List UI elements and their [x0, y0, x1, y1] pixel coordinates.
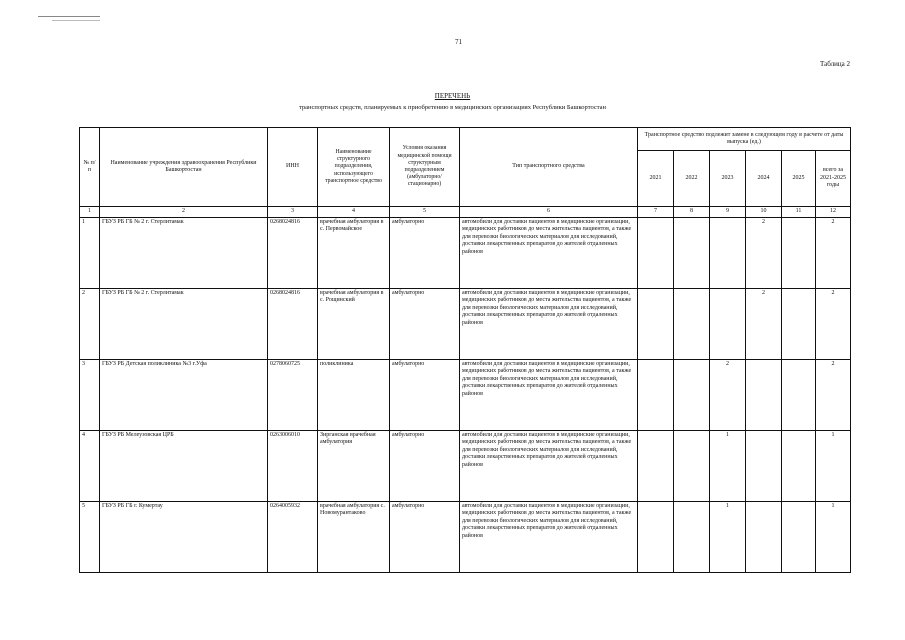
row-2025 — [782, 288, 816, 359]
row-institution: ГБУЗ РБ ГБ № 2 г. Стерлитамак — [100, 288, 268, 359]
row-unit: Зирганская врачебная амбулатория — [318, 430, 390, 501]
col-number: 1 — [80, 207, 100, 218]
row-2023: 1 — [710, 501, 746, 572]
row-2023 — [710, 288, 746, 359]
header-vehicle-type: Тип транспортного средства — [460, 128, 638, 207]
row-2023: 2 — [710, 359, 746, 430]
col-number: 12 — [816, 207, 851, 218]
document-subtitle: транспортных средств, планируемых к приобретению в медицинских организациях Республики Башкортостан — [298, 104, 607, 111]
row-num: 2 — [80, 288, 100, 359]
row-2022 — [674, 217, 710, 288]
row-conditions: амбулаторно — [390, 430, 460, 501]
vehicles-table — [79, 127, 851, 573]
table-row — [80, 288, 851, 359]
scan-mark-top-left — [38, 16, 100, 17]
table-row — [80, 501, 851, 572]
header-unit: Наименование структурного подразделения, использующего транспортное средство — [318, 128, 390, 207]
row-2022 — [674, 501, 710, 572]
row-inn: 0268024816 — [268, 288, 318, 359]
row-total: 2 — [816, 288, 851, 359]
row-num: 5 — [80, 501, 100, 572]
row-total: 2 — [816, 359, 851, 430]
row-2022 — [674, 359, 710, 430]
col-number: 10 — [746, 207, 782, 218]
table-row — [80, 217, 851, 288]
row-institution: ГБУЗ РБ Детская поликлиника №3 г.Уфа — [100, 359, 268, 430]
row-inn: 0268024816 — [268, 217, 318, 288]
header-replacement-group: Транспортное средство подлежит замене в следующем году в расчете от даты выпуска (ед.) — [638, 128, 851, 151]
row-institution: ГБУЗ РБ Мелеузовская ЦРБ — [100, 430, 268, 501]
row-vehicle-type: автомобили для доставки пациентов в медицинские организации, медицинских работников до места жительства пациентов, а также для перевозки биологических материалов для исследований, доставки лекарственных препаратов до жителей отдаленных районов — [460, 217, 638, 288]
row-num: 3 — [80, 359, 100, 430]
header-num: № п/п — [80, 128, 100, 207]
col-number: 4 — [318, 207, 390, 218]
document-title: ПЕРЕЧЕНЬ — [434, 92, 471, 100]
table-row — [80, 359, 851, 430]
row-2024 — [746, 430, 782, 501]
row-unit: поликлиника — [318, 359, 390, 430]
header-conditions: Условия оказания медицинской помощи структурным подразделением (амбулаторно/ стационарно) — [390, 128, 460, 207]
table-label: Таблица 2 — [820, 60, 850, 68]
row-inn: 0278060725 — [268, 359, 318, 430]
row-2025 — [782, 359, 816, 430]
row-total: 2 — [816, 217, 851, 288]
header-year-2021: 2021 — [638, 151, 674, 207]
header-total: всего за 2021-2025 годы — [816, 151, 851, 207]
row-conditions: амбулаторно — [390, 288, 460, 359]
row-total: 1 — [816, 430, 851, 501]
row-num: 4 — [80, 430, 100, 501]
row-vehicle-type: автомобили для доставки пациентов в медицинские организации, медицинских работников до места жительства пациентов, а также для перевозки биологических материалов для исследований, доставки лекарственных препаратов до жителей отдаленных районов — [460, 288, 638, 359]
row-2022 — [674, 430, 710, 501]
row-2025 — [782, 430, 816, 501]
row-conditions: амбулаторно — [390, 359, 460, 430]
row-vehicle-type: автомобили для доставки пациентов в медицинские организации, медицинских работников до места жительства пациентов, а также для перевозки биологических материалов для исследований, доставки лекарственных препаратов до жителей отдаленных районов — [460, 501, 638, 572]
col-number: 9 — [710, 207, 746, 218]
col-number: 2 — [100, 207, 268, 218]
header-inn: ИНН — [268, 128, 318, 207]
row-unit: врачебная амбулатория в с. Рощинский — [318, 288, 390, 359]
scan-mark-top-left-2 — [52, 20, 100, 21]
row-2025 — [782, 501, 816, 572]
row-2024 — [746, 501, 782, 572]
row-2021 — [638, 501, 674, 572]
table-row — [80, 430, 851, 501]
row-2023: 1 — [710, 430, 746, 501]
row-2024: 2 — [746, 288, 782, 359]
row-2023 — [710, 217, 746, 288]
column-number-row — [80, 207, 851, 218]
page-number: 71 — [455, 38, 462, 46]
row-vehicle-type: автомобили для доставки пациентов в медицинские организации, медицинских работников до места жительства пациентов, а также для перевозки биологических материалов для исследований, доставки лекарственных препаратов до жителей отдаленных районов — [460, 359, 638, 430]
row-total: 1 — [816, 501, 851, 572]
row-2024 — [746, 359, 782, 430]
col-number: 6 — [460, 207, 638, 218]
row-2024: 2 — [746, 217, 782, 288]
col-number: 11 — [782, 207, 816, 218]
row-conditions: амбулаторно — [390, 217, 460, 288]
header-year-2024: 2024 — [746, 151, 782, 207]
row-inn: 0264005932 — [268, 501, 318, 572]
row-2022 — [674, 288, 710, 359]
row-unit: врачебная амбулатория в с. Первомайское — [318, 217, 390, 288]
row-vehicle-type: автомобили для доставки пациентов в медицинские организации, медицинских работников до места жительства пациентов, а также для перевозки биологических материалов для исследований, доставки лекарственных препаратов до жителей отдаленных районов — [460, 430, 638, 501]
row-conditions: амбулаторно — [390, 501, 460, 572]
header-institution: Наименование учреждения здравоохранения Республики Башкортостан — [100, 128, 268, 207]
header-year-2025: 2025 — [782, 151, 816, 207]
col-number: 7 — [638, 207, 674, 218]
row-institution: ГБУЗ РБ ГБ № 2 г. Стерлитамак — [100, 217, 268, 288]
row-num: 1 — [80, 217, 100, 288]
header-year-2022: 2022 — [674, 151, 710, 207]
row-2025 — [782, 217, 816, 288]
row-unit: врачебная амбулатория с. Новомурантаково — [318, 501, 390, 572]
row-institution: ГБУЗ РБ ГБ г. Кумертау — [100, 501, 268, 572]
row-inn: 0263006010 — [268, 430, 318, 501]
col-number: 5 — [390, 207, 460, 218]
row-2021 — [638, 288, 674, 359]
header-year-2023: 2023 — [710, 151, 746, 207]
row-2021 — [638, 359, 674, 430]
row-2021 — [638, 430, 674, 501]
col-number: 3 — [268, 207, 318, 218]
row-2021 — [638, 217, 674, 288]
col-number: 8 — [674, 207, 710, 218]
